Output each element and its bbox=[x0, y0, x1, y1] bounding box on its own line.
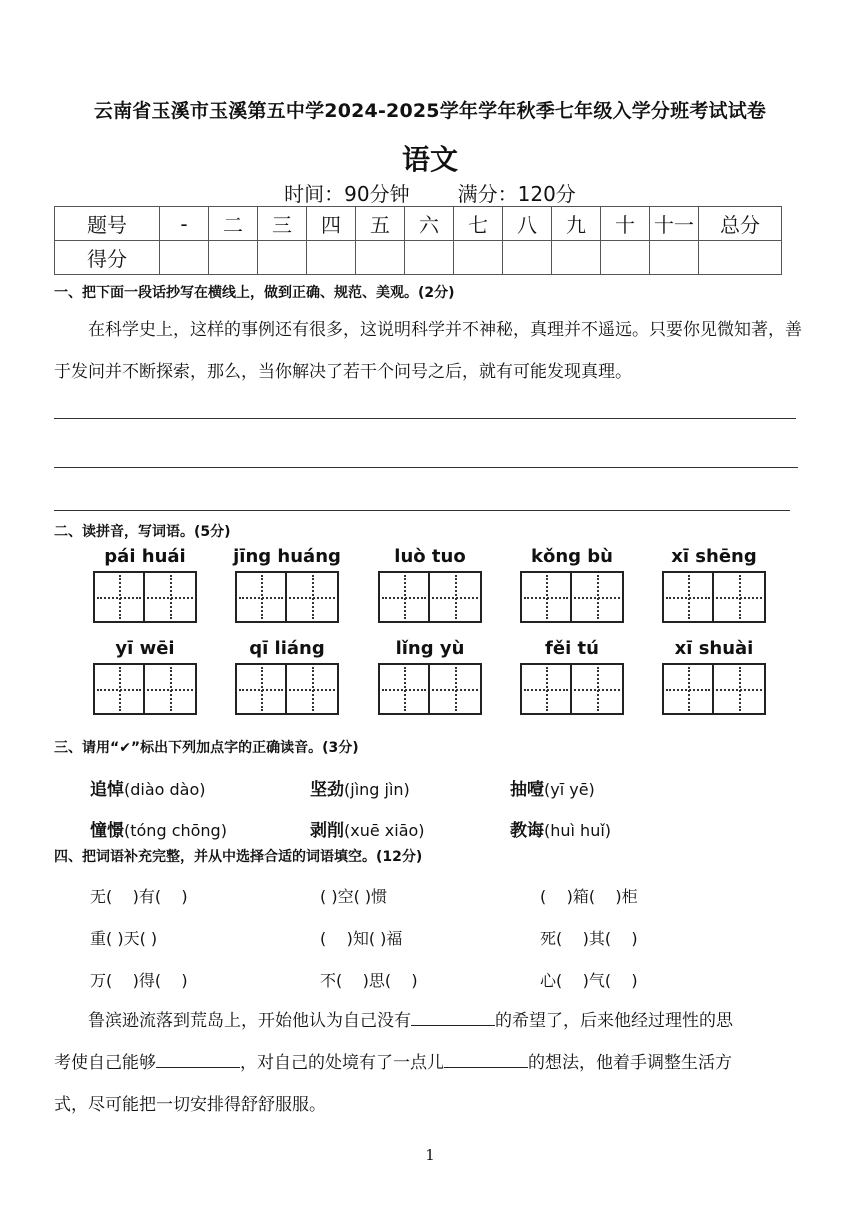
pinyin-label: qī liáng bbox=[249, 638, 325, 659]
score-cell[interactable] bbox=[699, 241, 782, 275]
score-table-header-row bbox=[55, 207, 782, 241]
subject-title: 语文 bbox=[401, 143, 458, 176]
score-cell[interactable] bbox=[503, 241, 552, 275]
fill-paragraph bbox=[54, 1004, 814, 1123]
passage-text: ，对自己的处境有了一点儿 bbox=[240, 1053, 444, 1073]
pinyin-label: kǒng bù bbox=[530, 546, 613, 567]
score-header-cell: 总分 bbox=[699, 207, 782, 241]
pronunciation-item[interactable] bbox=[310, 816, 425, 841]
answer-blank[interactable] bbox=[411, 1007, 495, 1026]
idiom-fill-item[interactable]: ( )空( )惯 bbox=[320, 887, 388, 906]
idiom-fill-item[interactable]: 无( )有( ) bbox=[90, 887, 188, 906]
character-grid[interactable] bbox=[660, 663, 768, 715]
idiom-fill-item[interactable]: 重( )天( ) bbox=[90, 929, 158, 948]
score-cell[interactable] bbox=[258, 241, 307, 275]
pinyin-item bbox=[518, 637, 626, 715]
dotted-word: 憧憬 bbox=[90, 821, 124, 841]
page-number: 1 bbox=[425, 1146, 435, 1164]
pinyin-label: luò tuo bbox=[394, 546, 466, 567]
idiom-fill-item[interactable]: 万( )得( ) bbox=[90, 971, 188, 990]
score-cell[interactable] bbox=[209, 241, 258, 275]
score-cell[interactable] bbox=[601, 241, 650, 275]
idiom-fill-item[interactable]: 死( )其( ) bbox=[540, 929, 638, 948]
pinyin-item bbox=[233, 637, 341, 715]
score-header-cell: 七 bbox=[454, 207, 503, 241]
exam-title: 云南省玉溪市玉溪第五中学2024-2025学年学年秋季七年级入学分班考试试卷 bbox=[93, 100, 767, 122]
score-table-score-row bbox=[55, 241, 782, 275]
writing-line[interactable] bbox=[54, 510, 790, 511]
character-grid[interactable] bbox=[91, 571, 199, 623]
score-cell[interactable] bbox=[356, 241, 405, 275]
character-grid[interactable] bbox=[376, 663, 484, 715]
pinyin-label: fěi tú bbox=[545, 638, 599, 659]
answer-blank[interactable] bbox=[444, 1049, 528, 1068]
pinyin-label: pái huái bbox=[104, 546, 186, 567]
character-grid[interactable] bbox=[518, 571, 626, 623]
idiom-fill-item[interactable]: ( )箱( )柜 bbox=[540, 887, 638, 906]
pronunciation-item[interactable] bbox=[510, 816, 611, 841]
character-grid[interactable] bbox=[376, 571, 484, 623]
section-2-heading: 二、读拼音，写词语。(5分) bbox=[54, 524, 231, 540]
pinyin-item bbox=[91, 545, 199, 623]
pronunciation-item[interactable] bbox=[510, 775, 595, 800]
character-grid[interactable] bbox=[91, 663, 199, 715]
score-header-cell: 十 bbox=[601, 207, 650, 241]
score-header-cell: 四 bbox=[307, 207, 356, 241]
pronunciation-options: (diào dào) bbox=[124, 780, 206, 799]
section-3-heading: 三、请用“✔”标出下列加点字的正确读音。(3分) bbox=[54, 740, 359, 756]
pinyin-item bbox=[376, 637, 484, 715]
passage-text: 的希望了，后来他经过理性的思 bbox=[495, 1011, 733, 1031]
exam-time: 时间：90分钟 bbox=[284, 182, 410, 206]
character-grid[interactable] bbox=[660, 571, 768, 623]
dotted-word: 教诲 bbox=[510, 821, 544, 841]
character-grid[interactable] bbox=[233, 571, 341, 623]
pronunciation-options: (huì huǐ) bbox=[544, 821, 612, 840]
idiom-fill-item[interactable]: 心( )气( ) bbox=[540, 971, 638, 990]
pinyin-label: xī shēng bbox=[671, 546, 757, 567]
dotted-word: 抽噎 bbox=[510, 780, 544, 800]
score-cell[interactable] bbox=[405, 241, 454, 275]
pronunciation-item[interactable] bbox=[310, 775, 410, 800]
passage-text: 鲁滨逊流落到荒岛上，开始他认为自己没有 bbox=[88, 1011, 411, 1031]
score-header-cell: 十一 bbox=[650, 207, 699, 241]
score-cell[interactable] bbox=[307, 241, 356, 275]
dotted-word: 坚劲 bbox=[310, 780, 344, 800]
idiom-fill-item[interactable]: 不( )思( ) bbox=[320, 971, 418, 990]
pinyin-item bbox=[233, 545, 341, 623]
pinyin-item bbox=[518, 545, 626, 623]
pinyin-label: xī shuài bbox=[674, 638, 754, 659]
score-header-cell: 题号 bbox=[55, 207, 160, 241]
fill-paragraph-line bbox=[54, 1004, 814, 1039]
dotted-word: 追悼 bbox=[90, 780, 124, 800]
score-cell[interactable] bbox=[650, 241, 699, 275]
score-cell[interactable] bbox=[160, 241, 209, 275]
pronunciation-options: (yī yē) bbox=[544, 780, 595, 799]
score-header-cell: 二 bbox=[209, 207, 258, 241]
section-4-heading: 四、把词语补充完整，并从中选择合适的词语填空。(12分) bbox=[54, 849, 423, 865]
score-cell[interactable] bbox=[454, 241, 503, 275]
answer-blank[interactable] bbox=[156, 1049, 240, 1068]
score-header-cell: 八 bbox=[503, 207, 552, 241]
dotted-word: 剥削 bbox=[310, 821, 344, 841]
pinyin-item bbox=[660, 545, 768, 623]
character-grid[interactable] bbox=[233, 663, 341, 715]
pinyin-item bbox=[91, 637, 199, 715]
pronunciation-item[interactable] bbox=[90, 775, 206, 800]
section-1-heading: 一、把下面一段话抄写在横线上，做到正确、规范、美观。(2分) bbox=[54, 285, 455, 301]
pronunciation-options: (jìng jìn) bbox=[344, 780, 410, 799]
idiom-fill-item[interactable]: ( )知( )福 bbox=[320, 929, 403, 948]
score-header-cell: - bbox=[160, 207, 209, 241]
character-grid[interactable] bbox=[518, 663, 626, 715]
pronunciation-options: (tóng chōng) bbox=[124, 821, 227, 840]
pinyin-label: lǐng yù bbox=[395, 638, 465, 659]
writing-line[interactable] bbox=[54, 418, 796, 419]
pinyin-label: jīng huáng bbox=[233, 546, 341, 567]
fill-paragraph-line bbox=[54, 1088, 814, 1123]
writing-line[interactable] bbox=[54, 467, 798, 468]
pinyin-label: yī wēi bbox=[115, 638, 175, 659]
passage-text: 的想法，他着手调整生活方 bbox=[528, 1053, 732, 1073]
full-score: 满分：120分 bbox=[457, 182, 576, 206]
score-header-cell: 九 bbox=[552, 207, 601, 241]
score-row-label: 得分 bbox=[55, 241, 160, 275]
fill-paragraph-line bbox=[54, 1046, 814, 1081]
pronunciation-item[interactable] bbox=[90, 816, 227, 841]
pronunciation-options: (xuē xiāo) bbox=[344, 821, 425, 840]
score-header-cell: 五 bbox=[356, 207, 405, 241]
score-header-cell: 三 bbox=[258, 207, 307, 241]
score-cell[interactable] bbox=[552, 241, 601, 275]
score-table bbox=[54, 206, 782, 275]
copy-passage: 在科学史上，这样的事例还有很多，这说明科学并不神秘，真理并不遥远。只要你见微知著，善于发问并不断探索，那么，当你解决了若干个问号之后，就有可能发现真理。 bbox=[54, 320, 802, 382]
passage-text: 考使自己能够 bbox=[54, 1053, 156, 1073]
score-header-cell: 六 bbox=[405, 207, 454, 241]
time-score-line bbox=[0, 178, 860, 207]
pinyin-item bbox=[660, 637, 768, 715]
passage-text: 式，尽可能把一切安排得舒舒服服。 bbox=[54, 1095, 326, 1115]
pinyin-item bbox=[376, 545, 484, 623]
